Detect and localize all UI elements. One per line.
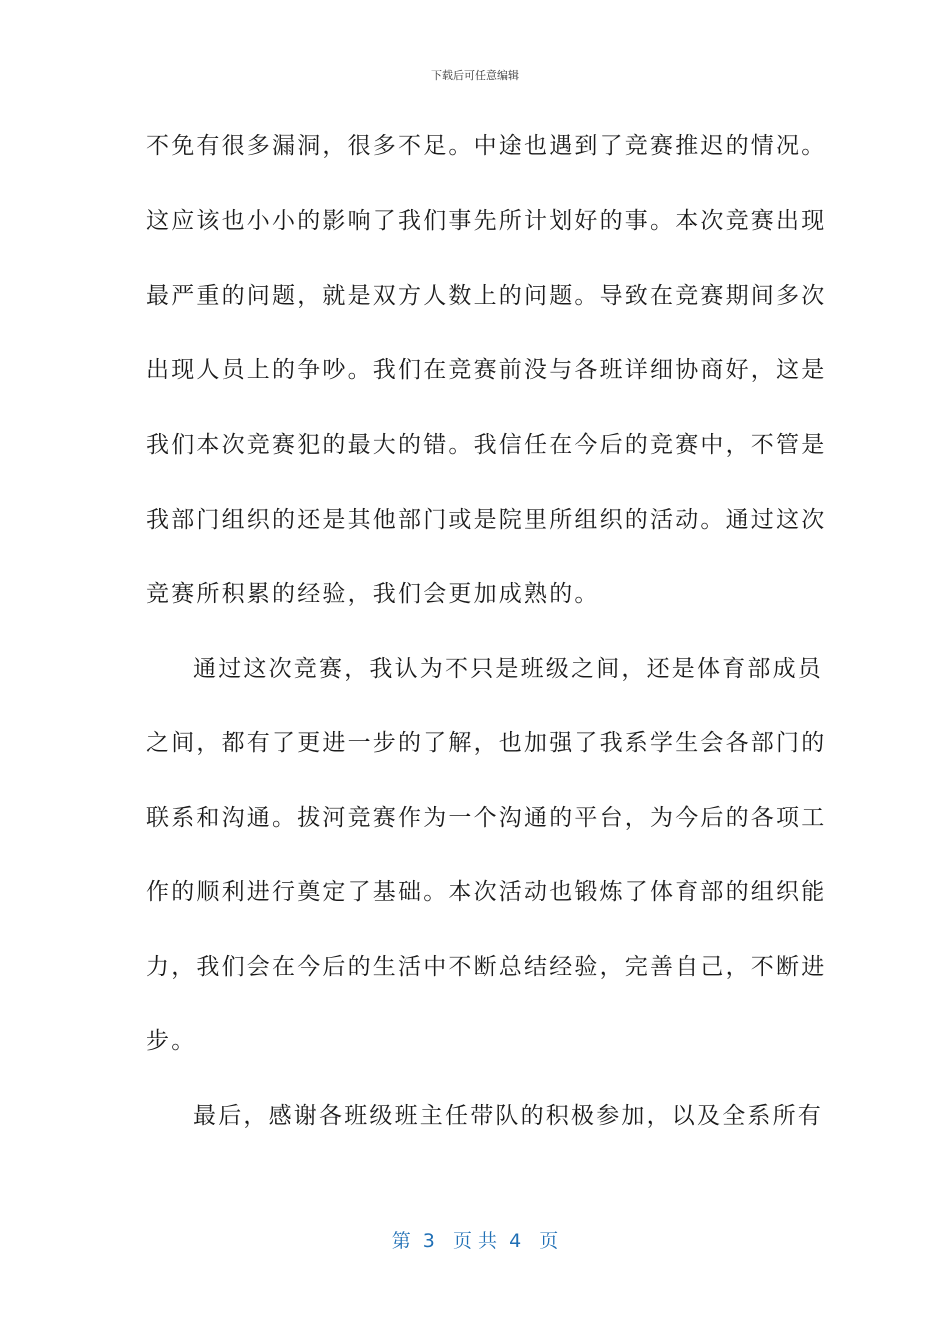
text-line: 最严重的问题，就是双方人数上的问题。导致在竞赛期间多次	[146, 283, 827, 309]
text-line: 出现人员上的争吵。我们在竞赛前没与各班详细协商好，这是	[146, 357, 827, 383]
text-line: 作的顺利进行奠定了基础。本次活动也锻炼了体育部的组织能	[146, 879, 827, 905]
text-line: 步。	[146, 1028, 197, 1054]
text-line: 竞赛所积累的经验，我们会更加成熟的。	[146, 581, 600, 607]
page-footer: 第 3 页 共 4 页	[391, 1230, 559, 1252]
text-line: 联系和沟通。拔河竞赛作为一个沟通的平台，为今后的各项工	[146, 805, 827, 831]
text-line: 通过这次竞赛，我认为不只是班级之间，还是体育部成员	[193, 656, 823, 682]
text-line: 之间，都有了更进一步的了解，也加强了我系学生会各部门的	[146, 730, 827, 756]
text-line: 我部门组织的还是其他部门或是院里所组织的活动。通过这次	[146, 507, 827, 533]
text-line: 这应该也小小的影响了我们事先所计划好的事。本次竞赛出现	[146, 208, 827, 234]
page-header: 下载后可任意编辑	[431, 69, 519, 82]
text-line: 力，我们会在今后的生活中不断总结经验，完善自己，不断进	[146, 954, 827, 980]
text-line: 不免有很多漏洞，很多不足。中途也遇到了竞赛推迟的情况。	[146, 133, 827, 159]
text-line: 最后，感谢各班级班主任带队的积极参加，以及全系所有	[193, 1103, 823, 1129]
text-line: 我们本次竞赛犯的最大的错。我信任在今后的竞赛中，不管是	[146, 432, 827, 458]
